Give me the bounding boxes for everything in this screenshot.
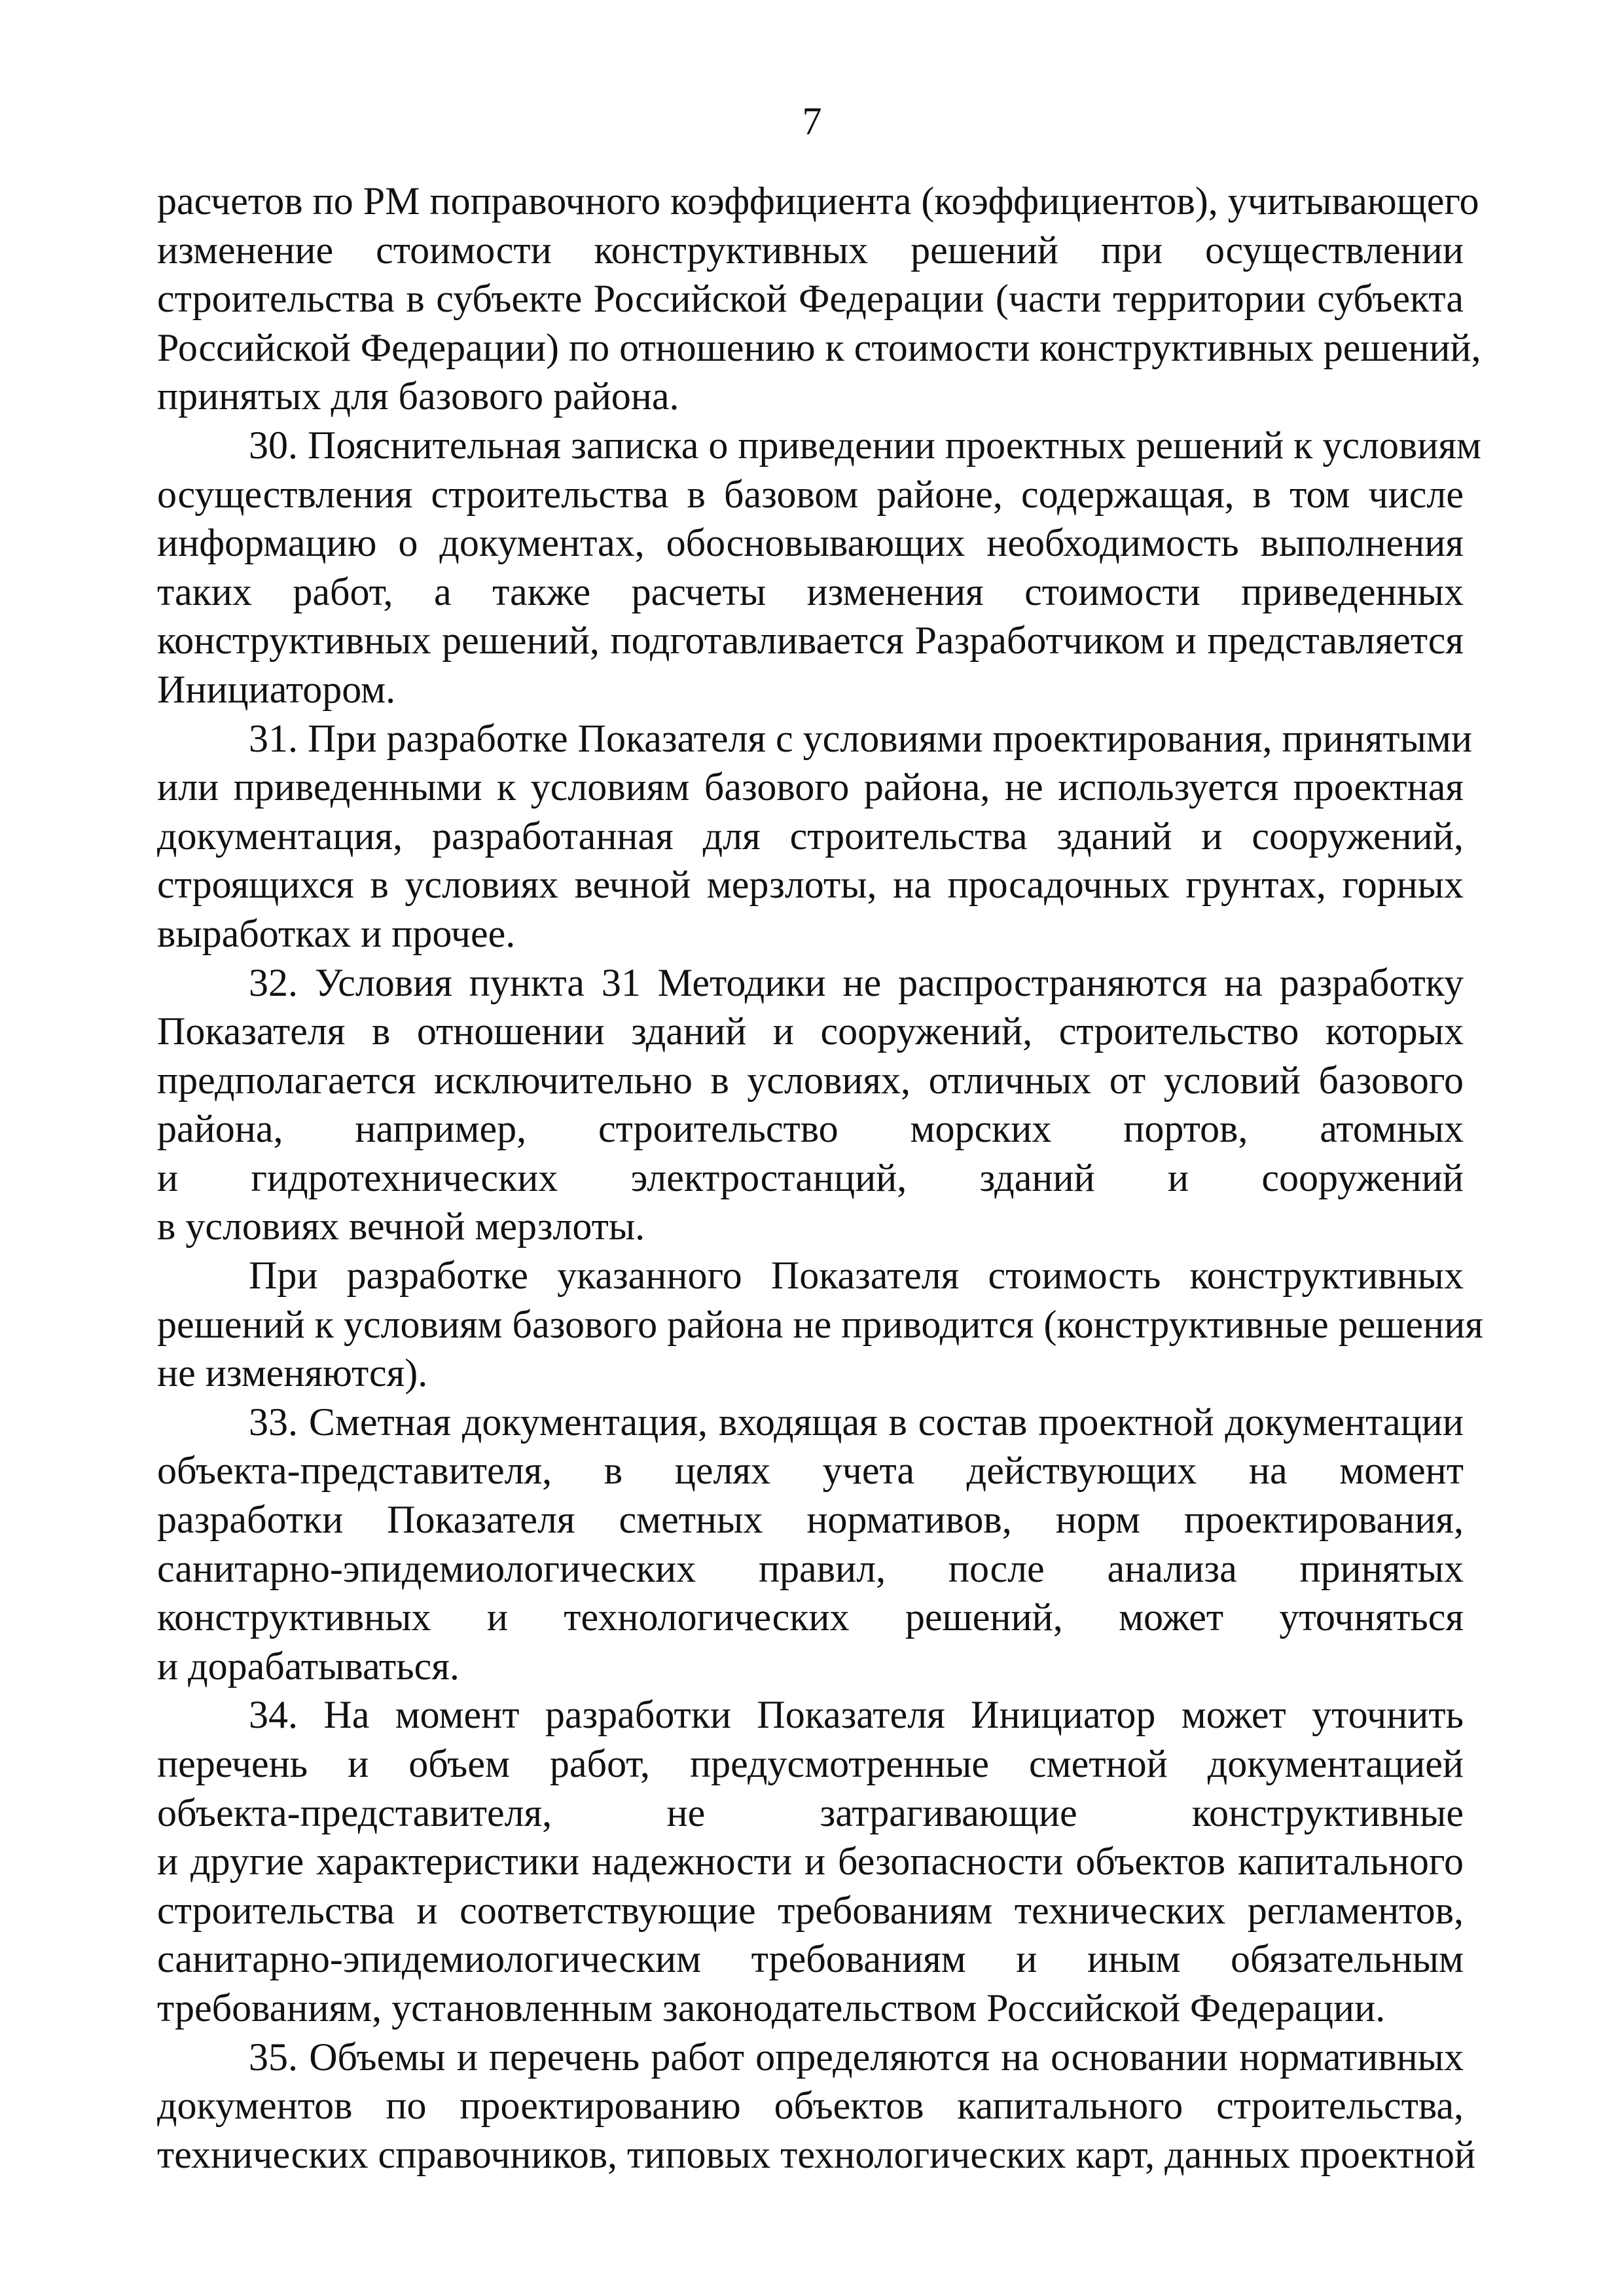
text-line: 32. Условия пункта 31 Методики не распространяются на разработку xyxy=(249,960,1464,1004)
text-line: осуществления строительства в базовом районе, содержащая, в том числе xyxy=(157,472,1464,516)
paragraph-p29-cont xyxy=(157,177,1481,421)
text-line: конструктивных и технологических решений, может уточняться xyxy=(157,1595,1464,1639)
text-line: перечень и объем работ, предусмотренные сметной документацией xyxy=(157,1742,1464,1785)
text-line: не изменяются). xyxy=(157,1351,428,1395)
text-line: района, например, строительство морских портов, атомных xyxy=(157,1107,1464,1151)
text-line: строительства и соответствующие требованиям технических регламентов, xyxy=(157,1888,1464,1932)
text-line: санитарно-эпидемиологическим требованиям и иным обязательным xyxy=(157,1937,1464,1981)
paragraph-p34 xyxy=(157,1690,1464,2032)
text-line: Инициатором. xyxy=(157,667,396,711)
text-line: и гидротехнических электростанций, зданий и сооружений xyxy=(157,1156,1464,1199)
text-line: и другие характеристики надежности и безопасности объектов капитального xyxy=(157,1840,1464,1884)
text-line: санитарно-эпидемиологических правил, после анализа принятых xyxy=(157,1546,1464,1590)
text-line: таких работ, а также расчеты изменения стоимости приведенных xyxy=(157,570,1464,613)
paragraph-p31 xyxy=(157,714,1473,958)
text-line: строительства в субъекте Российской Федерации (части территории субъекта xyxy=(157,277,1464,321)
text-line: выработках и прочее. xyxy=(157,911,516,955)
text-line: Показателя в отношении зданий и сооружений, строительство которых xyxy=(157,1010,1464,1053)
text-line: строящихся в условиях вечной мерзлоты, на просадочных грунтах, горных xyxy=(157,863,1464,907)
text-line: и дорабатываться. xyxy=(157,1644,460,1688)
text-line: изменение стоимости конструктивных решений при осуществлении xyxy=(157,228,1464,272)
document-body xyxy=(157,177,1483,2179)
text-line: 30. Пояснительная записка о приведении проектных решений к условиям xyxy=(249,423,1481,467)
page-number: 7 xyxy=(802,100,822,143)
text-line: Российской Федерации) по отношению к стоимости конструктивных решений, xyxy=(157,325,1481,369)
text-line: 34. На момент разработки Показателя Инициатор может уточнить xyxy=(249,1693,1464,1737)
text-line: документов по проектированию объектов капитального строительства, xyxy=(157,2084,1464,2128)
text-line: 35. Объемы и перечень работ определяются на основании нормативных xyxy=(249,2035,1464,2079)
text-line: технических справочников, типовых технологических карт, данных проектной xyxy=(157,2132,1476,2176)
text-line: решений к условиям базового района не приводится (конструктивные решения xyxy=(157,1302,1483,1346)
text-line: разработки Показателя сметных нормативов, норм проектирования, xyxy=(157,1498,1464,1542)
text-line: предполагается исключительно в условиях, отличных от условий базового xyxy=(157,1058,1464,1102)
text-line: в условиях вечной мерзлоты. xyxy=(157,1205,645,1248)
text-line: расчетов по РМ поправочного коэффициента (коэффициентов), учитывающего xyxy=(157,179,1479,223)
paragraph-p30 xyxy=(157,421,1481,714)
text-line: принятых для базового района. xyxy=(157,374,679,418)
text-line: информацию о документах, обосновывающих необходимость выполнения xyxy=(157,521,1464,565)
text-line: конструктивных решений, подготавливается Разработчиком и представляется xyxy=(157,619,1464,663)
paragraph-p33 xyxy=(157,1398,1464,1691)
text-line: требованиям, установленным законодательством Российской Федерации. xyxy=(157,1986,1386,2030)
text-line: При разработке указанного Показателя стоимость конструктивных xyxy=(249,1254,1464,1298)
text-line: документация, разработанная для строительства зданий и сооружений, xyxy=(157,814,1464,858)
text-line: или приведенными к условиям базового района, не используется проектная xyxy=(157,765,1464,809)
paragraph-p32 xyxy=(157,958,1464,1252)
text-line: объекта-представителя, не затрагивающие конструктивные xyxy=(157,1791,1464,1834)
text-line: 31. При разработке Показателя с условиями проектирования, принятыми xyxy=(249,716,1473,760)
text-line: объекта-представителя, в целях учета действующих на момент xyxy=(157,1449,1464,1493)
paragraph-p35 xyxy=(157,2033,1476,2179)
paragraph-p32-2 xyxy=(157,1251,1483,1398)
text-line: 33. Сметная документация, входящая в состав проектной документации xyxy=(249,1400,1464,1444)
